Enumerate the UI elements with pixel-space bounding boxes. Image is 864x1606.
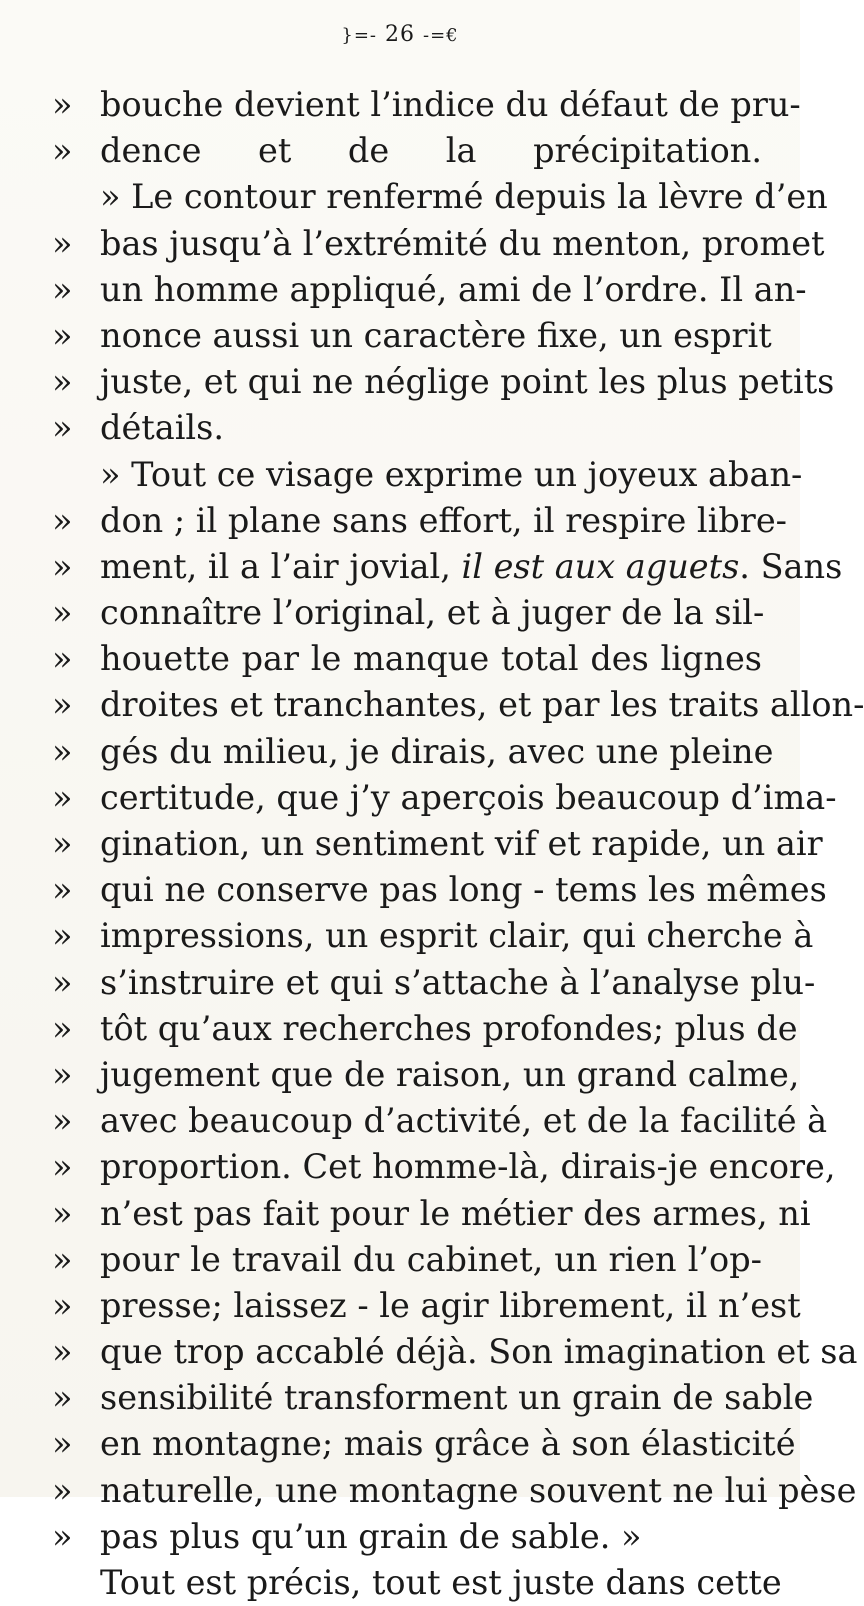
line-text: jugement que de raison, un grand calme, bbox=[100, 1054, 800, 1094]
text-line bbox=[52, 452, 803, 498]
text-line bbox=[52, 267, 807, 313]
text-line bbox=[52, 174, 828, 220]
text-line bbox=[52, 359, 835, 405]
running-header bbox=[0, 22, 800, 47]
line-text: » Le contour renfermé depuis la lèvre d’en bbox=[100, 177, 828, 217]
text-line bbox=[52, 729, 774, 775]
guillemet-mark: » bbox=[52, 269, 73, 309]
right-ornament: -=€ bbox=[423, 25, 459, 46]
text-line bbox=[52, 1421, 796, 1467]
left-ornament: }=- bbox=[341, 25, 377, 46]
guillemet-mark: » bbox=[52, 1054, 73, 1094]
line-text: avec beaucoup d’activité, et de la facilité à bbox=[100, 1101, 828, 1141]
line-text: ment, il a l’air jovial, il est aux aguets. Sans bbox=[100, 546, 843, 586]
line-text: sensibilité transforment un grain de sable bbox=[100, 1378, 814, 1418]
line-text: détails. bbox=[100, 408, 224, 448]
line-text: impressions, un esprit clair, qui cherche à bbox=[100, 916, 814, 956]
text-line bbox=[52, 1329, 858, 1375]
line-text: bas jusqu’à l’extrémité du menton, promet bbox=[100, 223, 825, 263]
text-line bbox=[52, 913, 814, 959]
line-text: s’instruire et qui s’attache à l’analyse plu- bbox=[100, 962, 816, 1002]
line-text: n’est pas fait pour le métier des armes, ni bbox=[100, 1193, 811, 1233]
guillemet-mark: » bbox=[52, 500, 73, 540]
line-text: gés du milieu, je dirais, avec une pleine bbox=[100, 731, 774, 771]
guillemet-mark: » bbox=[52, 1378, 73, 1418]
guillemet-mark: » bbox=[52, 1332, 73, 1372]
text-line bbox=[52, 1560, 782, 1606]
text-line bbox=[52, 313, 772, 359]
guillemet-mark: » bbox=[52, 85, 73, 124]
text-line bbox=[52, 82, 801, 128]
line-text: connaître l’original, et à juger de la sil- bbox=[100, 593, 765, 633]
guillemet-mark: » bbox=[52, 777, 73, 817]
text-line bbox=[52, 1237, 762, 1283]
text-line bbox=[52, 405, 762, 451]
guillemet-mark: » bbox=[52, 1147, 73, 1187]
line-text: qui ne conserve pas long - tems les mêmes bbox=[100, 870, 827, 910]
text-line bbox=[52, 636, 762, 682]
text-line bbox=[52, 1468, 857, 1514]
guillemet-mark: » bbox=[52, 824, 73, 863]
guillemet-mark: » bbox=[52, 916, 73, 956]
guillemet-mark: » bbox=[52, 962, 73, 1002]
text-line bbox=[52, 1098, 828, 1144]
guillemet-mark: » bbox=[52, 315, 73, 355]
text-line bbox=[52, 821, 823, 867]
guillemet-mark: » bbox=[52, 685, 73, 725]
text-line bbox=[52, 498, 787, 544]
guillemet-mark: » bbox=[52, 1285, 73, 1325]
text-line bbox=[52, 128, 762, 174]
line-text: tôt qu’aux recherches profondes; plus de bbox=[100, 1008, 798, 1048]
guillemet-mark: » bbox=[52, 131, 73, 171]
text-line bbox=[52, 1375, 814, 1421]
guillemet-mark: » bbox=[52, 870, 73, 910]
line-text: » Tout ce visage exprime un joyeux aban- bbox=[100, 454, 803, 494]
guillemet-mark: » bbox=[52, 1516, 73, 1556]
line-text: en montagne; mais grâce à son élasticité bbox=[100, 1424, 796, 1464]
text-line bbox=[52, 1191, 811, 1237]
guillemet-mark: » bbox=[52, 1101, 73, 1141]
text-line bbox=[52, 1514, 762, 1560]
guillemet-mark: » bbox=[52, 1193, 73, 1233]
text-line bbox=[52, 960, 816, 1006]
guillemet-mark: » bbox=[52, 731, 73, 771]
text-line bbox=[52, 221, 825, 267]
page-number: 26 bbox=[385, 22, 415, 47]
line-text: dence et de la précipitation. bbox=[100, 131, 762, 171]
line-text: juste, et qui ne néglige point les plus petits bbox=[100, 362, 835, 402]
line-text: houette par le manque total des lignes bbox=[100, 639, 762, 679]
text-line bbox=[52, 867, 827, 913]
guillemet-mark: » bbox=[52, 546, 73, 586]
line-text: que trop accablé déjà. Son imagination et sa bbox=[100, 1332, 858, 1372]
line-text: Tout est précis, tout est juste dans cette bbox=[100, 1563, 782, 1602]
body-text bbox=[52, 82, 864, 1606]
guillemet-mark: » bbox=[52, 1470, 73, 1510]
text-line bbox=[52, 544, 843, 590]
line-text: droites et tranchantes, et par les traits allon- bbox=[100, 685, 864, 725]
guillemet-mark: » bbox=[52, 223, 73, 263]
text-line bbox=[52, 1144, 836, 1190]
text-line bbox=[52, 1006, 798, 1052]
line-text: certitude, que j’y aperçois beaucoup d’ima- bbox=[100, 777, 837, 817]
guillemet-mark: » bbox=[52, 1239, 73, 1279]
text-line bbox=[52, 1052, 800, 1098]
text-line bbox=[52, 775, 837, 821]
line-text: proportion. Cet homme-là, dirais-je encore, bbox=[100, 1147, 836, 1187]
line-text: presse; laissez - le agir librement, il n’est bbox=[100, 1285, 801, 1325]
guillemet-mark: » bbox=[52, 408, 73, 448]
guillemet-mark: » bbox=[52, 362, 73, 402]
guillemet-mark: » bbox=[52, 1424, 73, 1464]
line-text: don ; il plane sans effort, il respire libre- bbox=[100, 500, 787, 540]
guillemet-mark: » bbox=[52, 639, 73, 679]
guillemet-mark: » bbox=[52, 593, 73, 633]
line-text: nonce aussi un caractère fixe, un esprit bbox=[100, 315, 772, 355]
line-text: naturelle, une montagne souvent ne lui pèse bbox=[100, 1470, 857, 1510]
line-text: gination, un sentiment vif et rapide, un air bbox=[100, 824, 823, 863]
text-line bbox=[52, 682, 864, 728]
guillemet-mark: » bbox=[52, 1008, 73, 1048]
text-line bbox=[52, 590, 765, 636]
text-line bbox=[52, 1283, 801, 1329]
line-text: bouche devient l’indice du défaut de pru- bbox=[100, 85, 801, 124]
italic-phrase: il est aux aguets bbox=[461, 546, 740, 586]
line-text: pour le travail du cabinet, un rien l’op- bbox=[100, 1239, 762, 1279]
line-text: pas plus qu’un grain de sable. » bbox=[100, 1516, 642, 1556]
line-text: un homme appliqué, ami de l’ordre. Il an- bbox=[100, 269, 807, 309]
